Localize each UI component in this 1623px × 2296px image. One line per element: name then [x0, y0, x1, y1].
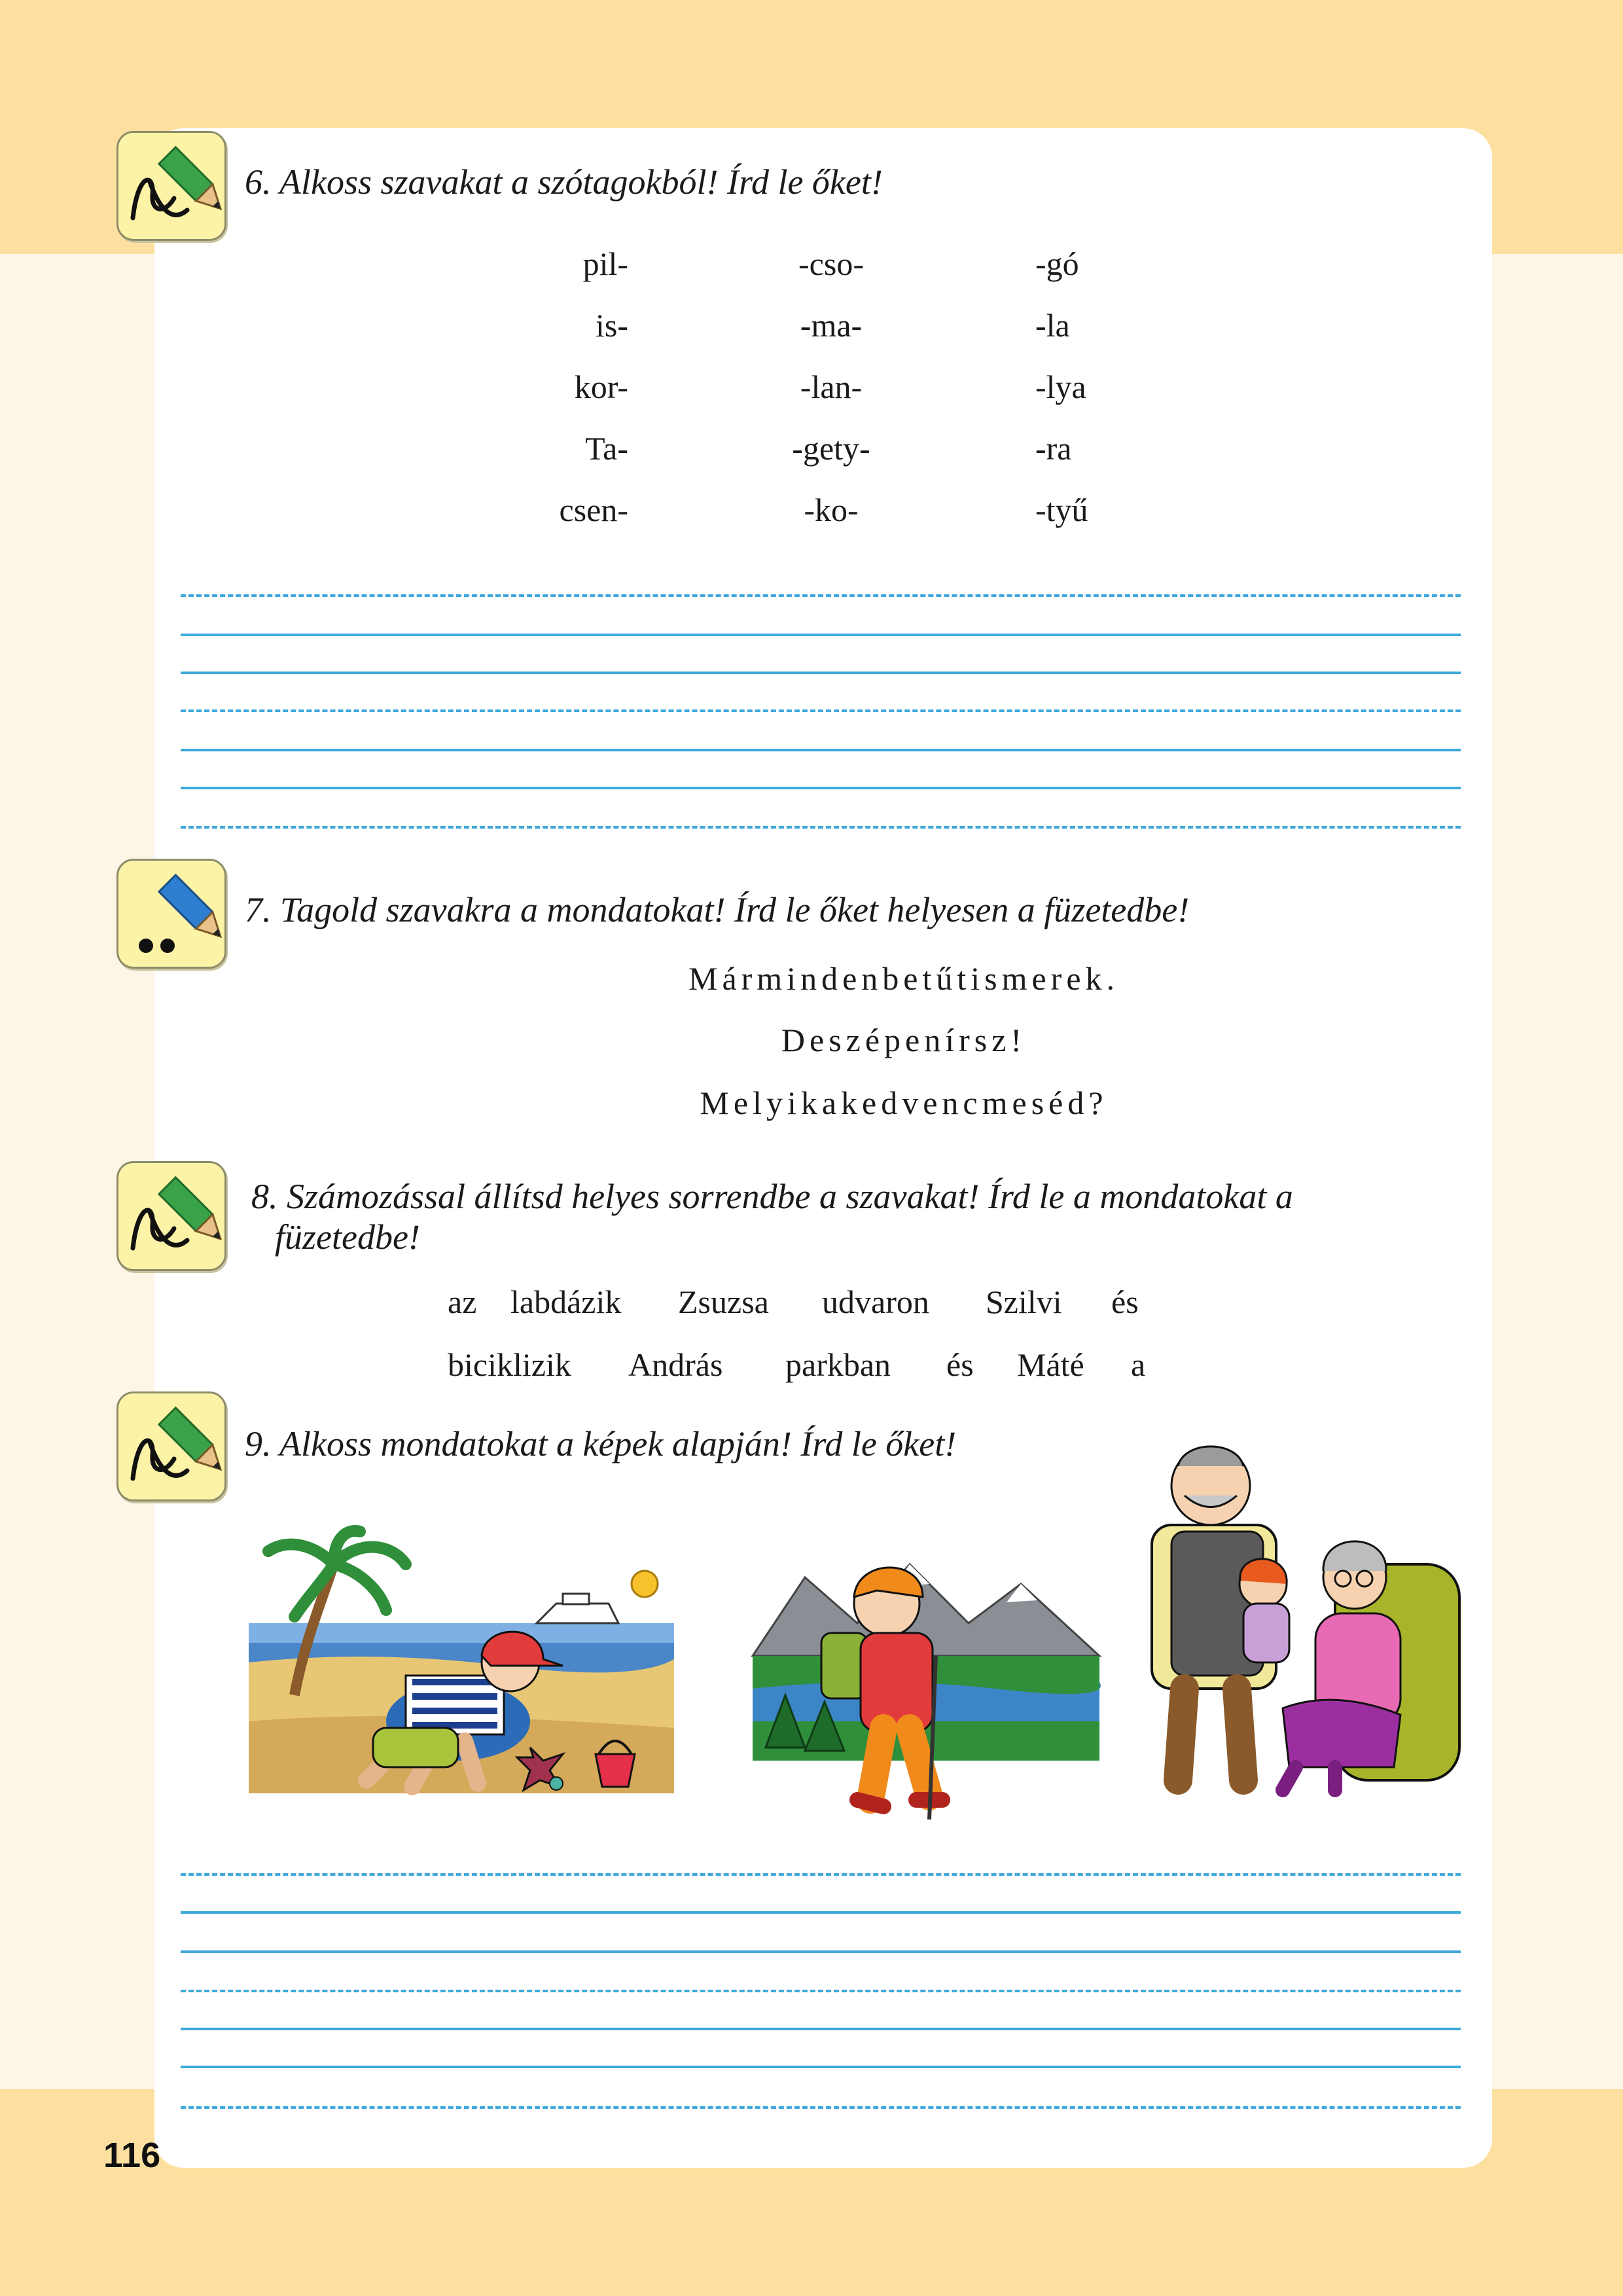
syllable: -lan-: [800, 368, 863, 405]
syllable: -gó: [1035, 245, 1079, 282]
pencil-dots-icon: [116, 859, 226, 969]
writing-line-solid[interactable]: [181, 1911, 1461, 1914]
syllable: kor-: [574, 368, 628, 405]
writing-line-dashed[interactable]: [181, 1873, 1461, 1876]
writing-line-solid[interactable]: [181, 2028, 1461, 2030]
syllable: -la: [1035, 307, 1070, 344]
scrambled-word: udvaron: [822, 1283, 929, 1320]
scrambled-word: parkban: [785, 1346, 891, 1383]
scrambled-word: a: [1131, 1346, 1146, 1383]
scrambled-word: az: [448, 1283, 477, 1320]
task8-title-continued: füzetedbe!: [275, 1217, 420, 1257]
scrambled-word: és: [946, 1346, 974, 1383]
unspaced-sentence: Deszépenírsz!: [781, 1022, 1027, 1058]
task7-title: 7. Tagold szavakra a mondatokat! Írd le őket helyesen a füzetedbe!: [245, 890, 1190, 929]
task8-title: 8. Számozással állítsd helyes sorrendbe a szavakat! Írd le a mondatokat a: [251, 1177, 1293, 1216]
writing-line-dashed[interactable]: [181, 1990, 1461, 1992]
task6-title: 6. Alkoss szavakat a szótagokból! Írd le őket!: [245, 162, 883, 202]
beach-child-picture: [242, 1525, 681, 1800]
syllable: -gety-: [792, 430, 870, 467]
pencil-writing-icon: [116, 1391, 226, 1501]
syllable: -ra: [1035, 430, 1072, 467]
unspaced-sentence: Mármindenbetűtismerek.: [688, 960, 1120, 997]
writing-line-solid[interactable]: [181, 2066, 1461, 2068]
scrambled-word: András: [628, 1346, 723, 1383]
pencil-writing-icon: [116, 131, 226, 241]
writing-line-dashed[interactable]: [181, 709, 1461, 712]
syllable: is-: [596, 307, 628, 344]
writing-line-dashed[interactable]: [181, 594, 1461, 597]
syllable: -ko-: [804, 492, 859, 528]
syllable: -tyű: [1035, 492, 1088, 528]
syllable: pil-: [582, 245, 628, 282]
syllable: Ta-: [585, 430, 628, 467]
syllable: -cso-: [798, 245, 864, 282]
pencil-writing-icon: [116, 1161, 226, 1271]
scrambled-word: Szilvi: [986, 1283, 1062, 1320]
writing-line-solid[interactable]: [181, 749, 1461, 751]
writing-line-dashed[interactable]: [181, 826, 1461, 829]
writing-line-solid[interactable]: [181, 672, 1461, 674]
syllable: -ma-: [800, 307, 863, 344]
scrambled-word: labdázik: [510, 1283, 622, 1320]
scrambled-word: biciklizik: [448, 1346, 571, 1383]
grandparents-picture: [1139, 1427, 1466, 1806]
writing-line-solid[interactable]: [181, 1950, 1461, 1953]
writing-line-dashed[interactable]: [181, 2106, 1461, 2109]
scrambled-word: Zsuzsa: [678, 1283, 769, 1320]
task9-title: 9. Alkoss mondatokat a képek alapján! Írd le őket!: [245, 1424, 957, 1463]
page-number: 116: [103, 2136, 161, 2175]
scrambled-word: Máté: [1017, 1346, 1084, 1383]
syllable: csen-: [559, 492, 628, 528]
hiker-picture: [746, 1525, 1113, 1826]
writing-line-solid[interactable]: [181, 634, 1461, 636]
writing-line-solid[interactable]: [181, 787, 1461, 789]
unspaced-sentence: Melyikakedvencmeséd?: [700, 1085, 1108, 1121]
syllable: -lya: [1035, 368, 1086, 405]
scrambled-word: és: [1111, 1283, 1139, 1320]
